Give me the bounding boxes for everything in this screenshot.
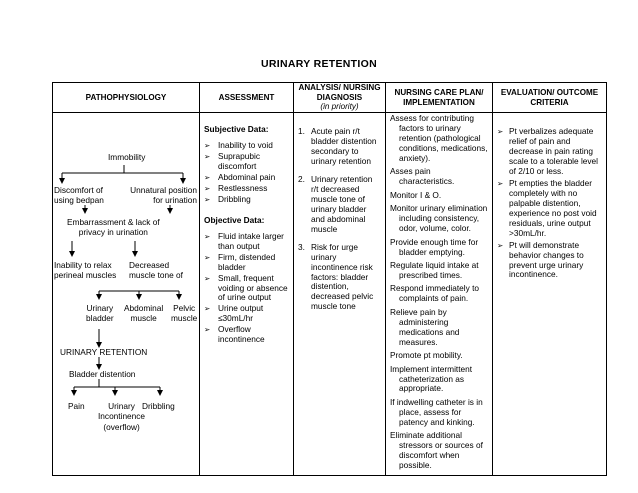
node-inability-line2: perineal muscles (54, 270, 117, 281)
node-embarrassment-line2: privacy in urination (78, 227, 148, 238)
node-urinary-bladder-line1: Urinary (86, 303, 114, 314)
node-unnatural-position (130, 185, 197, 206)
diagnosis-item (298, 127, 381, 167)
subjective-title: Subjective Data: (204, 124, 269, 135)
node-discomfort (54, 185, 104, 206)
node-incontinence-line1: Urinary (108, 401, 135, 412)
header-assessment: ASSESSMENT (200, 83, 294, 113)
node-abdominal-muscle (124, 303, 163, 324)
node-decreased-tone (129, 260, 183, 281)
diagnosis-text: Risk for urge urinary incontinence risk factors: bladder distention, decreased pelvic muscle tone (311, 241, 374, 312)
header-diagnosis (294, 83, 386, 113)
plan-item: Relieve pain by administering medications and measures. (390, 306, 460, 347)
node-pain: Pain (68, 401, 85, 412)
node-incontinence (98, 401, 145, 432)
node-incontinence-line2: Incontinence (98, 411, 146, 422)
pathophysiology-flowchart (53, 113, 199, 475)
subjective-list (204, 141, 289, 205)
node-inability-relax (54, 260, 116, 281)
page-title: URINARY RETENTION (261, 58, 377, 70)
objective-item: ➢ Fluid intake larger than output (204, 232, 289, 252)
objective-item: ➢ Small, frequent voiding or absence of urine output (204, 274, 289, 304)
diagnosis-item (298, 243, 381, 313)
plan-item: If indwelling catheter is in place, assess for patency and kinking. (390, 396, 483, 427)
node-pelvic-line1: Pelvic (173, 303, 196, 314)
plan-item: Implement intermittent catheterization as appropriate. (390, 363, 473, 394)
diagnosis-number: 3. (298, 241, 305, 252)
node-abdominal-line2: muscle (130, 313, 157, 324)
diagnosis-number: 2. (298, 173, 305, 184)
node-unnatural-line2: for urination (153, 195, 197, 206)
diagnosis-cell (294, 113, 386, 476)
subjective-item: ➢ Inability to void (204, 141, 289, 151)
evaluation-item (497, 179, 602, 239)
node-discomfort-line1: Discomfort of (54, 185, 103, 196)
node-dribbling: Dribbling (142, 401, 175, 412)
care-plan-table (52, 82, 607, 476)
arrow-bullet-icon: ➢ (497, 240, 504, 250)
diagnosis-number: 1. (298, 126, 305, 137)
plan-item: Assess for contributing factors to urinary retention (pathological conditions, medications, anxiety). (390, 113, 488, 163)
diagnosis-text: Urinary retention r/t decreased muscle tone of urinary bladder and abdominal muscle (311, 173, 373, 234)
objective-list (204, 232, 289, 345)
plan-item: Asses pain characteristics. (390, 166, 455, 187)
evaluation-text: Pt empties the bladder completely with no palpable distention, experience no post void residuals, urine output >30mL/hr. (509, 177, 597, 238)
node-decreased-line2: muscle tone of (129, 270, 183, 281)
plan-item: Respond immediately to complaints of pain. (390, 283, 480, 304)
header-diagnosis-sub: (in priority) (320, 102, 359, 112)
node-bladder-distention: Bladder distention (69, 369, 136, 380)
evaluation-item (497, 127, 602, 177)
node-pelvic-line2: muscle (171, 313, 198, 324)
subjective-item: ➢ Dribbling (204, 195, 289, 205)
arrow-bullet-icon: ➢ (497, 178, 504, 188)
pathophysiology-cell (53, 113, 200, 476)
node-incontinence-line3: (overflow) (103, 421, 140, 432)
node-embarrassment-line1: Embarrassment & lack of (67, 217, 160, 228)
subjective-item: ➢ Restlessness (204, 184, 289, 194)
subjective-item: ➢ Abdominal pain (204, 173, 289, 183)
header-evaluation: EVALUATION/ OUTCOME CRITERIA (493, 83, 607, 113)
node-unnatural-line1: Unnatural position (130, 185, 197, 196)
node-decreased-line1: Decreased (129, 260, 170, 271)
objective-title: Objective Data: (204, 214, 265, 225)
node-embarrassment (67, 217, 160, 238)
evaluation-text: Pt verbalizes adequate relief of pain and decrease in pain rating scale to a tolerable level of 2/10 or less. (509, 126, 599, 176)
plan-cell (386, 113, 493, 476)
plan-item: Monitor urinary elimination including consistency, odor, volume, color. (390, 203, 488, 234)
evaluation-item (497, 241, 602, 281)
diagnosis-list (298, 127, 381, 312)
plan-item: Regulate liquid intake at prescribed times. (390, 260, 479, 280)
diagnosis-item (298, 175, 381, 235)
objective-item: ➢ Urine output ≤30mL/hr (204, 304, 289, 324)
plan-item: Provide enough time for bladder emptying. (390, 236, 479, 257)
plan-item: Monitor I & O. (390, 189, 442, 200)
node-urinary-bladder (86, 303, 114, 324)
node-pelvic-muscle (171, 303, 197, 324)
node-urinary-bladder-line2: bladder (86, 313, 114, 324)
objective-item: ➢ Firm, distended bladder (204, 253, 289, 273)
node-abdominal-line1: Abdominal (124, 303, 164, 314)
assessment-cell (200, 113, 294, 476)
node-inability-line1: Inability to relax (54, 260, 112, 271)
header-pathophysiology: PATHOPHYSIOLOGY (53, 83, 200, 113)
diagnosis-text: Acute pain r/t bladder distention secondary to urinary retention (311, 126, 377, 166)
header-plan: NURSING CARE PLAN/ IMPLEMENTATION (386, 83, 493, 113)
evaluation-text: Pt will demonstrate behavior changes to prevent urge urinary incontinence. (509, 239, 584, 280)
node-immobility: Immobility (108, 152, 146, 163)
node-discomfort-line2: using bedpan (54, 195, 104, 206)
plan-item: Eliminate additional stressors or sources of discomfort when possible. (390, 430, 483, 471)
plan-item: Promote pt mobility. (390, 350, 463, 361)
evaluation-list (497, 127, 602, 280)
objective-item: ➢ Overflow incontinence (204, 325, 289, 345)
node-urinary-retention: URINARY RETENTION (60, 347, 148, 358)
header-diagnosis-label: ANALYSIS/ NURSING DIAGNOSIS (298, 83, 381, 102)
evaluation-cell (493, 113, 607, 476)
subjective-item: ➢ Suprapubic discomfort (204, 152, 289, 172)
arrow-bullet-icon: ➢ (497, 127, 504, 137)
